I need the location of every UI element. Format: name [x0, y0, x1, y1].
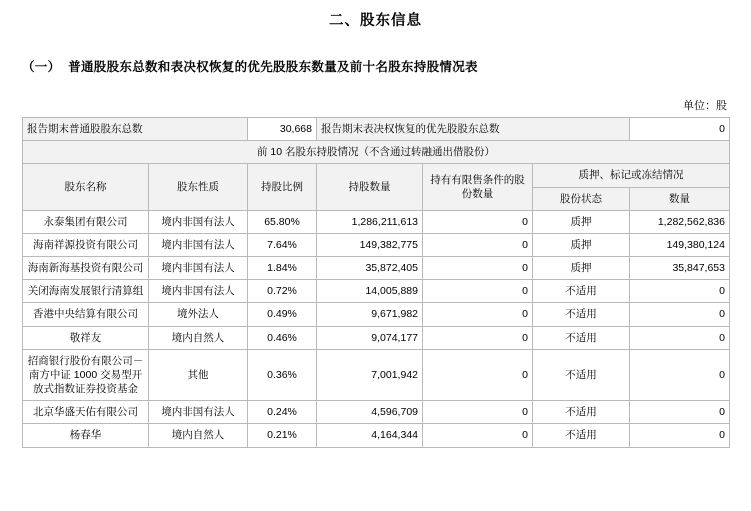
table-row [23, 210, 730, 233]
shareholder-quantity: 9,074,177 [317, 326, 423, 349]
shareholder-restricted: 0 [423, 349, 533, 401]
shareholder-nature: 其他 [149, 349, 248, 401]
shareholder-quantity: 7,001,942 [317, 349, 423, 401]
table-row [23, 233, 730, 256]
shareholder-status: 质押 [533, 210, 630, 233]
shareholder-pledge-amount: 149,380,124 [630, 233, 730, 256]
shareholder-status: 不适用 [533, 280, 630, 303]
shareholder-name: 海南新海基投资有限公司 [23, 257, 149, 280]
shareholder-nature: 境内非国有法人 [149, 401, 248, 424]
shareholder-restricted: 0 [423, 280, 533, 303]
shareholders-table [22, 117, 730, 448]
shareholder-quantity: 149,382,775 [317, 233, 423, 256]
shareholder-name: 香港中央结算有限公司 [23, 303, 149, 326]
shareholder-ratio: 0.49% [248, 303, 317, 326]
shareholder-ratio: 0.72% [248, 280, 317, 303]
shareholder-status: 质押 [533, 257, 630, 280]
shareholder-restricted: 0 [423, 401, 533, 424]
shareholder-name: 永泰集团有限公司 [23, 210, 149, 233]
shareholder-nature: 境外法人 [149, 303, 248, 326]
shareholder-pledge-amount: 0 [630, 424, 730, 447]
shareholder-pledge-amount: 0 [630, 303, 730, 326]
header-share-status: 股份状态 [533, 187, 630, 210]
shareholder-name: 海南祥源投资有限公司 [23, 233, 149, 256]
table-header-row-1 [23, 164, 730, 187]
shareholder-nature: 境内自然人 [149, 424, 248, 447]
header-nature: 股东性质 [149, 164, 248, 210]
table-row [23, 280, 730, 303]
shareholder-restricted: 0 [423, 257, 533, 280]
shareholder-status: 不适用 [533, 349, 630, 401]
table-row [23, 401, 730, 424]
ordinary-holders-label: 报告期末普通股股东总数 [23, 118, 248, 141]
shareholder-name: 北京华盛天佑有限公司 [23, 401, 149, 424]
header-ratio: 持股比例 [248, 164, 317, 210]
shareholder-ratio: 0.24% [248, 401, 317, 424]
shareholder-name: 敬祥友 [23, 326, 149, 349]
header-quantity: 持股数量 [317, 164, 423, 210]
section-title: 普通股股东总数和表决权恢复的优先股股东数量及前十名股东持股情况表 [68, 60, 478, 74]
shareholder-nature: 境内非国有法人 [149, 280, 248, 303]
shareholder-ratio: 7.64% [248, 233, 317, 256]
shareholder-quantity: 35,872,405 [317, 257, 423, 280]
shareholder-restricted: 0 [423, 326, 533, 349]
shareholder-restricted: 0 [423, 210, 533, 233]
shareholder-status: 不适用 [533, 303, 630, 326]
band-note: 前 10 名股东持股情况（不含通过转融通出借股份） [23, 141, 730, 164]
shareholder-status: 不适用 [533, 401, 630, 424]
shareholder-name: 杨春华 [23, 424, 149, 447]
shareholder-nature: 境内非国有法人 [149, 233, 248, 256]
shareholder-restricted: 0 [423, 233, 533, 256]
shareholder-status: 不适用 [533, 326, 630, 349]
document-page [0, 9, 751, 511]
shareholder-quantity: 1,286,211,613 [317, 210, 423, 233]
shareholder-ratio: 1.84% [248, 257, 317, 280]
shareholder-pledge-amount: 1,282,562,836 [630, 210, 730, 233]
shareholder-status: 质押 [533, 233, 630, 256]
shareholder-restricted: 0 [423, 303, 533, 326]
table-row-summary [23, 118, 730, 141]
table-row [23, 257, 730, 280]
table-row-band [23, 141, 730, 164]
header-pledge-group: 质押、标记或冻结情况 [533, 164, 730, 187]
shareholder-quantity: 4,164,344 [317, 424, 423, 447]
page-title: 二、股东信息 [329, 13, 422, 29]
ordinary-holders-value: 30,668 [248, 118, 317, 141]
shareholder-quantity: 4,596,709 [317, 401, 423, 424]
shareholder-status: 不适用 [533, 424, 630, 447]
shareholder-name: 关闭海南发展银行清算组 [23, 280, 149, 303]
shareholder-nature: 境内非国有法人 [149, 210, 248, 233]
shareholder-ratio: 0.21% [248, 424, 317, 447]
table-row [23, 424, 730, 447]
shareholder-pledge-amount: 35,847,653 [630, 257, 730, 280]
header-restricted: 持有有限售条件的股份数量 [423, 164, 533, 210]
header-pledge-amount: 数量 [630, 187, 730, 210]
shareholder-pledge-amount: 0 [630, 401, 730, 424]
shareholder-quantity: 9,671,982 [317, 303, 423, 326]
shareholder-name: 招商银行股份有限公司－南方中证 1000 交易型开放式指数证券投资基金 [23, 349, 149, 401]
header-name: 股东名称 [23, 164, 149, 210]
shareholder-ratio: 65.80% [248, 210, 317, 233]
table-row [23, 303, 730, 326]
preferred-holders-label: 报告期末表决权恢复的优先股股东总数 [317, 118, 630, 141]
table-row [23, 349, 730, 401]
shareholder-pledge-amount: 0 [630, 349, 730, 401]
shareholder-pledge-amount: 0 [630, 280, 730, 303]
preferred-holders-value: 0 [630, 118, 730, 141]
shareholder-nature: 境内自然人 [149, 326, 248, 349]
section-number: （一） [22, 60, 61, 74]
shareholder-nature: 境内非国有法人 [149, 257, 248, 280]
section-heading [22, 57, 729, 75]
shareholder-quantity: 14,005,889 [317, 280, 423, 303]
shareholder-ratio: 0.46% [248, 326, 317, 349]
shareholder-pledge-amount: 0 [630, 326, 730, 349]
shareholder-restricted: 0 [423, 424, 533, 447]
unit-note: 单位：股 [683, 100, 727, 112]
table-row [23, 326, 730, 349]
shareholder-ratio: 0.36% [248, 349, 317, 401]
